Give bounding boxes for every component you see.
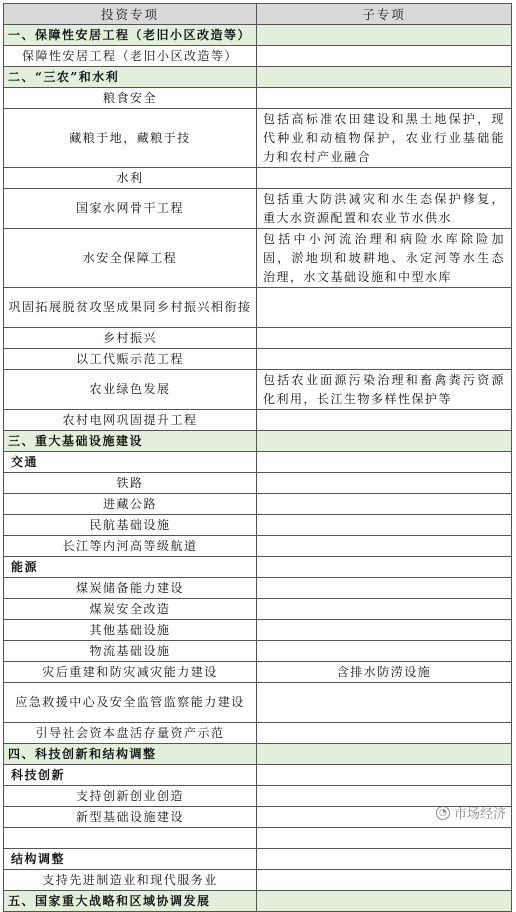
sub-item-cell xyxy=(257,473,511,493)
sub-item-cell xyxy=(257,599,511,619)
sub-item-cell xyxy=(257,578,511,598)
header-sub-item: 子专项 xyxy=(257,4,511,24)
investment-item-cell: 五、国家重大战略和区域协调发展 xyxy=(4,891,257,911)
table-row xyxy=(3,494,512,515)
sub-item-cell xyxy=(257,515,511,535)
investment-item-cell: 粮食安全 xyxy=(4,88,257,108)
sub-item-cell xyxy=(257,536,511,556)
sub-item-cell xyxy=(257,431,511,451)
table-row xyxy=(3,328,512,349)
sub-item-cell xyxy=(257,46,511,66)
section-row xyxy=(3,744,512,765)
sub-item-cell xyxy=(257,765,511,785)
sub-item-cell xyxy=(257,849,511,869)
section-row xyxy=(3,431,512,452)
table-row xyxy=(3,168,512,189)
table-row xyxy=(3,229,512,288)
subsection-row xyxy=(3,849,512,870)
investment-item-cell: 国家水网骨干工程 xyxy=(4,189,257,228)
investment-item-cell: 结构调整 xyxy=(4,849,257,869)
investment-item-cell: 民航基础设施 xyxy=(4,515,257,535)
investment-item-cell: 农业绿色发展 xyxy=(4,370,257,409)
investment-item-cell: 一、保障性安居工程（老旧小区改造等） xyxy=(4,25,257,45)
investment-item-cell: 四、科技创新和结构调整 xyxy=(4,744,257,764)
watermark-text: 市场经济 xyxy=(453,807,506,822)
table-row xyxy=(3,641,512,662)
table-body xyxy=(3,25,512,912)
investment-item-cell: 煤炭安全改造 xyxy=(4,599,257,619)
investment-item-cell: 支持先进制造业和现代服务业 xyxy=(4,870,257,890)
section-row xyxy=(3,891,512,912)
sub-item-cell: 包括中小河流治理和病险水库除险加固，淤地坝和坡耕地、永定河等水生态治理，水文基础设施和中型水库 xyxy=(263,231,505,284)
investment-item-cell: 铁路 xyxy=(4,473,257,493)
table-row xyxy=(3,515,512,536)
sub-item-cell xyxy=(257,891,511,911)
table-row xyxy=(3,109,512,168)
investment-item-cell: 二、“三农”和水利 xyxy=(4,67,257,87)
sub-item-cell: 包括农业面源污染治理和畜禽粪污资源化利用，长江生物多样性保护等 xyxy=(263,372,505,406)
watermark xyxy=(436,803,506,822)
sub-item-cell xyxy=(257,641,511,661)
table-row xyxy=(3,620,512,641)
table-row xyxy=(3,723,512,744)
investment-item-cell: 长江等内河高等级航道 xyxy=(4,536,257,556)
table-row xyxy=(3,46,512,67)
investment-item-cell: 灾后重建和防灾减灾能力建设 xyxy=(4,662,257,682)
section-row xyxy=(3,25,512,46)
investment-item-cell: 水利 xyxy=(4,168,257,188)
table-row xyxy=(3,536,512,557)
subsection-row xyxy=(3,557,512,578)
sub-item-cell: 包括重大防洪减灾和水生态保护修复，重大水资源配置和农业节水供水 xyxy=(263,191,505,225)
subsection-row xyxy=(3,765,512,786)
sub-item-cell xyxy=(257,452,511,472)
investment-item-cell: 三、重大基础设施建设 xyxy=(4,431,257,451)
sub-item-cell xyxy=(257,683,511,722)
investment-item-cell: 保障性安居工程（老旧小区改造等） xyxy=(4,46,257,66)
table-row xyxy=(3,349,512,370)
investment-item-cell: 引导社会资本盘活存量资产示范 xyxy=(4,723,257,743)
table-row xyxy=(3,88,512,109)
investment-item-cell: 物流基础设施 xyxy=(4,641,257,661)
investment-item-cell: 能源 xyxy=(4,557,257,577)
sub-item-cell xyxy=(257,494,511,514)
investment-item-cell: 农村电网巩固提升工程 xyxy=(4,410,257,430)
table-row xyxy=(3,189,512,229)
sub-item-cell xyxy=(257,620,511,640)
investment-item-cell: 巩固拓展脱贫攻坚成果同乡村振兴相衔接 xyxy=(4,288,257,327)
investment-item-cell: 藏粮于地，藏粮于技 xyxy=(4,109,257,167)
sub-item-cell xyxy=(257,88,511,108)
investment-item-cell: 新型基础设施建设 xyxy=(4,807,257,827)
sub-item-cell xyxy=(257,723,511,743)
investment-table xyxy=(3,3,512,912)
investment-item-cell: 交通 xyxy=(4,452,257,472)
table-row xyxy=(3,870,512,891)
sub-item-cell xyxy=(257,288,511,327)
investment-item-cell: 科技创新 xyxy=(4,765,257,785)
table-header xyxy=(3,3,512,25)
sub-item-cell: 包括高标准农田建设和黑土地保护，现代种业和动植物保护，农业行业基础能力和农村产业融合 xyxy=(263,111,505,164)
sub-item-cell xyxy=(257,25,511,45)
sub-item-cell xyxy=(257,410,511,430)
investment-item-cell: 以工代赈示范工程 xyxy=(4,349,257,369)
table-row xyxy=(3,578,512,599)
table-row xyxy=(3,662,512,683)
sub-item-cell: 含排水防涝设施 xyxy=(336,664,432,679)
table-row xyxy=(3,410,512,431)
investment-item-cell: 煤炭储备能力建设 xyxy=(4,578,257,598)
table-row xyxy=(3,683,512,723)
subsection-row xyxy=(3,828,512,849)
table-row xyxy=(3,473,512,494)
investment-item-cell: 其他基础设施 xyxy=(4,620,257,640)
table-row xyxy=(3,288,512,328)
header-investment-item: 投资专项 xyxy=(4,4,257,24)
sub-item-cell xyxy=(257,557,511,577)
sub-item-cell xyxy=(257,828,511,848)
sub-item-cell xyxy=(257,870,511,890)
watermark-icon: ◔ xyxy=(436,806,450,820)
subsection-row xyxy=(3,452,512,473)
table-row xyxy=(3,599,512,620)
table-row xyxy=(3,370,512,410)
investment-item-cell: 支持创新创业创造 xyxy=(4,786,257,806)
investment-item-cell: 应急救援中心及安全监管监察能力建设 xyxy=(4,683,257,722)
sub-item-cell xyxy=(257,744,511,764)
section-row xyxy=(3,67,512,88)
sub-item-cell xyxy=(257,349,511,369)
investment-item-cell xyxy=(4,828,257,848)
investment-item-cell: 进藏公路 xyxy=(4,494,257,514)
sub-item-cell xyxy=(257,67,511,87)
sub-item-cell xyxy=(257,168,511,188)
investment-item-cell: 乡村振兴 xyxy=(4,328,257,348)
sub-item-cell xyxy=(257,328,511,348)
investment-item-cell: 水安全保障工程 xyxy=(4,229,257,287)
